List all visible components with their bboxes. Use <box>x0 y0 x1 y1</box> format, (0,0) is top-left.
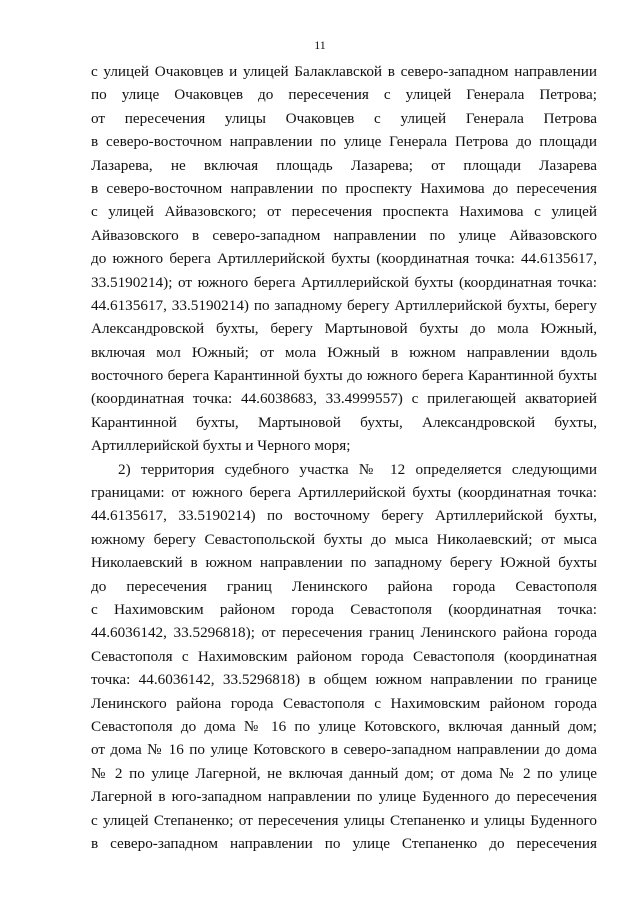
text-line: точка: 44.6036142, 33.5296818) в общем южном направлении по границе <box>91 671 597 689</box>
text-line: от дома № 16 по улице Котовского в северо-западном направлении до дома <box>91 741 597 759</box>
text-line: 44.6135617, 33.5190214) по западному берегу Артиллерийской бухты, берегу <box>91 296 597 314</box>
text-line: южному берегу Севастопольской бухты до мыса Николаевский; от мыса <box>91 530 597 548</box>
text-line: от пересечения улицы Очаковцев с улицей Генерала Петрова <box>91 109 597 127</box>
text-line: 44.6036142, 33.5296818); от пересечения границ Ленинского района города <box>91 624 597 642</box>
text-line: Николаевский в южном направлении по западному берегу Южной бухты <box>91 554 597 572</box>
text-line: восточного берега Карантинной бухты до южного берега Карантинной бухты <box>91 367 597 385</box>
text-line: до пересечения границ Ленинского района города Севастополя <box>91 577 597 595</box>
text-line: включая мол Южный; от мола Южный в южном направлении вдоль <box>91 343 597 361</box>
text-line: с улицей Степаненко; от пересечения улицы Степаненко и улицы Буденного <box>91 811 597 829</box>
text-line: в северо-западном направлении по улице Степаненко до пересечения <box>91 834 597 852</box>
text-line: Александровской бухты, берегу Мартыновой бухты до мола Южный, <box>91 320 597 338</box>
text-line: № 2 по улице Лагерной, не включая данный дом; от дома № 2 по улице <box>91 764 597 782</box>
text-line: Севастополя до дома № 16 по улице Котовского, включая данный дом; <box>91 717 597 735</box>
text-line: границами: от южного берега Артиллерийской бухты (координатная точка: <box>91 484 597 502</box>
page-number: 11 <box>314 38 326 52</box>
text-line: Севастополя с Нахимовским районом города Севастополя (координатная <box>91 647 597 665</box>
text-line: Артиллерийской бухты и Черного моря; <box>91 437 351 455</box>
text-line: Карантинной бухты, Мартыновой бухты, Александровской бухты, <box>91 413 597 431</box>
text-line: 2) территория судебного участка № 12 определяется следующими <box>118 460 597 478</box>
text-line: Айвазовского в северо-западном направлении по улице Айвазовского <box>91 226 597 244</box>
text-line: 33.5190214); от южного берега Артиллерийской бухты (координатная точка: <box>91 273 597 291</box>
text-line: 44.6135617, 33.5190214) по восточному берегу Артиллерийской бухты, <box>91 507 597 525</box>
text-line: Лазарева, не включая площадь Лазарева; от площади Лазарева <box>91 156 597 174</box>
text-line: в северо-восточном направлении по проспекту Нахимова до пересечения <box>91 179 597 197</box>
text-line: (координатная точка: 44.6038683, 33.4999557) с прилегающей акваторией <box>91 390 597 408</box>
text-line: по улице Очаковцев до пересечения с улицей Генерала Петрова; <box>91 86 597 104</box>
text-line: с улицей Айвазовского; от пересечения проспекта Нахимова с улицей <box>91 203 597 221</box>
text-line: Ленинского района города Севастополя с Нахимовским районом города <box>91 694 597 712</box>
body-text <box>91 60 597 855</box>
text-line: в северо-восточном направлении по улице Генерала Петрова до площади <box>91 133 597 151</box>
text-line: с улицей Очаковцев и улицей Балаклавской в северо-западном направлении <box>91 63 597 80</box>
text-line: до южного берега Артиллерийской бухты (координатная точка: 44.6135617, <box>91 250 597 268</box>
text-line: с Нахимовским районом города Севастополя (координатная точка: <box>91 600 597 618</box>
text-line: Лагерной в юго-западном направлении по улице Буденного до пересечения <box>91 788 597 806</box>
